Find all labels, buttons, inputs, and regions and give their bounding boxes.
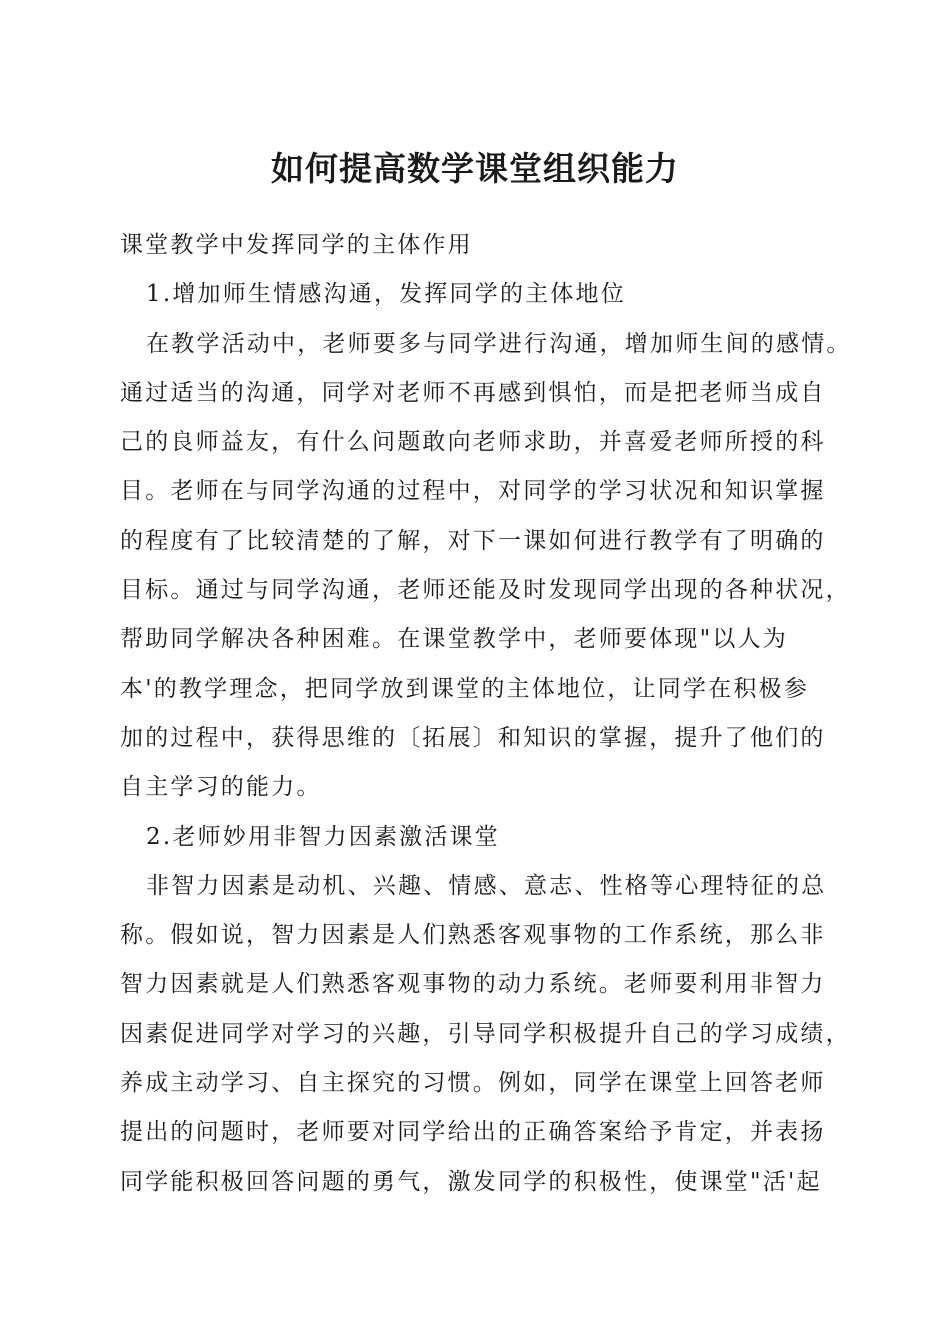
text-line: 提出的问题时，老师要对同学给出的正确答案给予肯定，并表扬 xyxy=(120,1119,826,1146)
text-line: 本'的教学理念，把同学放到课堂的主体地位，让同学在积极参 xyxy=(120,675,809,702)
text-line: 自主学习的能力。 xyxy=(120,774,322,801)
text-line: 帮助同学解决各种困难。在课堂教学中，老师要体现"以人为 xyxy=(120,626,788,653)
text-line: 在教学活动中，老师要多与同学进行沟通，增加师生间的感情。 xyxy=(146,330,852,357)
document-body xyxy=(120,221,860,1207)
text-line: 因素促进同学对学习的兴趣，引导同学积极提升自己的学习成绩， xyxy=(120,1020,851,1047)
text-line: 养成主动学习、自主探究的习惯。例如，同学在课堂上回答老师 xyxy=(120,1070,826,1097)
text-line: 非智力因素是动机、兴趣、情感、意志、性格等心理特征的总 xyxy=(146,872,827,899)
text-line: 1.增加师生情感沟通，发挥同学的主体地位 xyxy=(146,281,626,308)
text-line: 2.老师妙用非智力因素激活课堂 xyxy=(146,823,500,850)
text-line: 同学能积极回答问题的勇气，激发同学的积极性，使课堂"活'起 xyxy=(120,1168,822,1195)
text-line: 通过适当的沟通，同学对老师不再感到惧怕，而是把老师当成自 xyxy=(120,379,826,406)
text-line: 加的过程中，获得思维的〔拓展〕和知识的掌握，提升了他们的 xyxy=(120,724,826,751)
text-line: 智力因素就是人们熟悉客观事物的动力系统。老师要利用非智力 xyxy=(120,971,826,998)
text-line: 己的良师益友，有什么问题敢向老师求助，并喜爱老师所授的科 xyxy=(120,429,826,456)
text-line: 称。假如说，智力因素是人们熟悉客观事物的工作系统，那么非 xyxy=(120,922,826,949)
text-line: 目标。通过与同学沟通，老师还能及时发现同学出现的各种状况， xyxy=(120,577,851,604)
text-line: 课堂教学中发挥同学的主体作用 xyxy=(120,232,473,258)
text-line: 目。老师在与同学沟通的过程中，对同学的学习状况和知识掌握 xyxy=(120,478,826,505)
text-line: 的程度有了比较清楚的了解，对下一课如何进行教学有了明确的 xyxy=(120,527,826,554)
page-title: 如何提高数学课堂组织能力 xyxy=(271,149,679,188)
